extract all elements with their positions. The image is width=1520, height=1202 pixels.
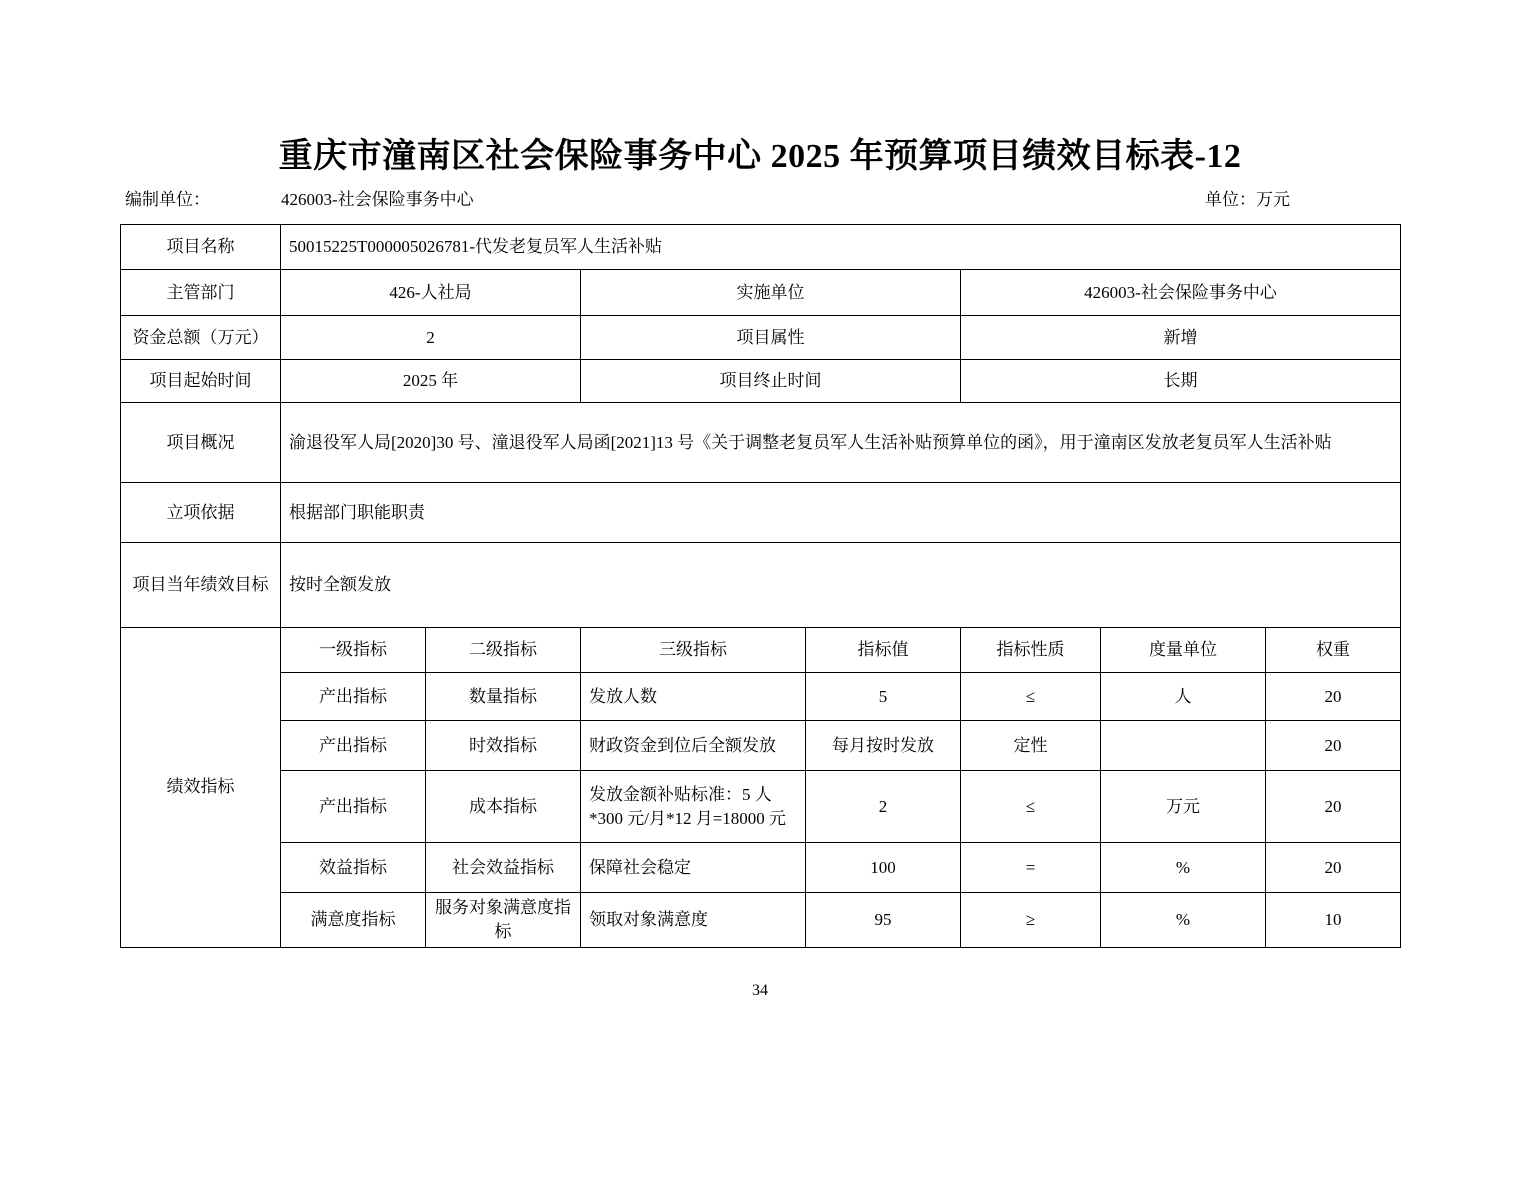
indicator-nature-cell: ≤ <box>961 673 1101 721</box>
indicator-weight-cell: 20 <box>1266 673 1401 721</box>
meta-row <box>120 185 1400 210</box>
indicator-value-cell: 每月按时发放 <box>806 721 961 771</box>
indicator-level1-cell: 产出指标 <box>281 771 426 843</box>
indicator-level1-cell: 产出指标 <box>281 721 426 771</box>
indicator-unit-cell: 人 <box>1101 673 1266 721</box>
indicator-level1-cell: 效益指标 <box>281 843 426 893</box>
indicator-level3-cell: 领取对象满意度 <box>581 893 806 948</box>
project-basis-value: 根据部门职能职责 <box>281 483 1401 543</box>
indicator-level2-cell: 成本指标 <box>426 771 581 843</box>
end-time-value: 长期 <box>961 360 1401 403</box>
header-weight: 权重 <box>1266 628 1401 673</box>
document-page <box>0 128 1520 1000</box>
indicator-level3-cell: 发放人数 <box>581 673 806 721</box>
annual-goal-label: 项目当年绩效目标 <box>121 543 281 628</box>
indicator-level3-cell: 发放金额补贴标准：5 人*300 元/月*12 月=18000 元 <box>581 771 806 843</box>
page-title: 重庆市潼南区社会保险事务中心 2025 年预算项目绩效目标表-12 <box>278 138 1242 175</box>
project-name-value: 50015225T000005026781-代发老复员军人生活补贴 <box>281 225 1401 270</box>
indicator-value-cell: 100 <box>806 843 961 893</box>
project-basis-label: 立项依据 <box>121 483 281 543</box>
indicator-weight-cell: 20 <box>1266 843 1401 893</box>
project-attribute-value: 新增 <box>961 316 1401 360</box>
annual-goal-value: 按时全额发放 <box>281 543 1401 628</box>
table-row <box>121 483 1401 543</box>
start-time-value: 2025 年 <box>281 360 581 403</box>
header-level1: 一级指标 <box>281 628 426 673</box>
indicator-nature-cell: 定性 <box>961 721 1101 771</box>
performance-indicators-label: 绩效指标 <box>121 628 281 948</box>
project-overview-label: 项目概况 <box>121 403 281 483</box>
page-number: 34 <box>752 981 768 999</box>
total-funds-label: 资金总额（万元） <box>121 316 281 360</box>
indicator-level2-cell: 数量指标 <box>426 673 581 721</box>
indicator-level1-cell: 产出指标 <box>281 673 426 721</box>
performance-target-table <box>120 224 1401 948</box>
indicator-nature-cell: = <box>961 843 1101 893</box>
table-row <box>121 316 1401 360</box>
indicator-level2-cell: 时效指标 <box>426 721 581 771</box>
prepared-by-label: 编制单位： <box>125 190 210 209</box>
indicator-unit-cell: 万元 <box>1101 771 1266 843</box>
indicator-row <box>121 721 1401 771</box>
indicator-nature-cell: ≤ <box>961 771 1101 843</box>
indicator-value-cell: 5 <box>806 673 961 721</box>
indicator-unit-cell: % <box>1101 843 1266 893</box>
header-indicator-value: 指标值 <box>806 628 961 673</box>
indicator-row <box>121 771 1401 843</box>
indicator-header-row <box>121 628 1401 673</box>
table-row <box>121 543 1401 628</box>
table-row <box>121 403 1401 483</box>
total-funds-value: 2 <box>281 316 581 360</box>
indicator-level3-cell: 财政资金到位后全额发放 <box>581 721 806 771</box>
table-row <box>121 225 1401 270</box>
supervising-department-label: 主管部门 <box>121 270 281 316</box>
indicator-level3-cell: 保障社会稳定 <box>581 843 806 893</box>
indicator-unit-cell <box>1101 721 1266 771</box>
project-overview-value: 渝退役军人局[2020]30 号、潼退役军人局函[2021]13 号《关于调整老复员军人生活补贴预算单位的函》，用于潼南区发放老复员军人生活补贴 <box>281 403 1401 483</box>
prepared-by <box>120 185 474 210</box>
implementing-unit-label: 实施单位 <box>581 270 961 316</box>
indicator-row <box>121 843 1401 893</box>
table-row <box>121 270 1401 316</box>
indicator-nature-cell: ≥ <box>961 893 1101 948</box>
project-attribute-label: 项目属性 <box>581 316 961 360</box>
start-time-label: 项目起始时间 <box>121 360 281 403</box>
indicator-weight-cell: 20 <box>1266 771 1401 843</box>
end-time-label: 项目终止时间 <box>581 360 961 403</box>
indicator-weight-cell: 20 <box>1266 721 1401 771</box>
indicator-value-cell: 95 <box>806 893 961 948</box>
indicator-level2-cell: 服务对象满意度指标 <box>426 893 581 948</box>
unit-label: 单位：万元 <box>1205 190 1290 209</box>
header-level2: 二级指标 <box>426 628 581 673</box>
indicator-level1-cell: 满意度指标 <box>281 893 426 948</box>
indicator-value-cell: 2 <box>806 771 961 843</box>
indicator-weight-cell: 10 <box>1266 893 1401 948</box>
indicator-row <box>121 673 1401 721</box>
supervising-department-value: 426-人社局 <box>281 270 581 316</box>
indicator-unit-cell: % <box>1101 893 1266 948</box>
prepared-by-value: 426003-社会保险事务中心 <box>281 190 474 209</box>
header-level3: 三级指标 <box>581 628 806 673</box>
indicator-level2-cell: 社会效益指标 <box>426 843 581 893</box>
project-name-label: 项目名称 <box>121 225 281 270</box>
table-row <box>121 360 1401 403</box>
header-indicator-nature: 指标性质 <box>961 628 1101 673</box>
indicator-row <box>121 893 1401 948</box>
implementing-unit-value: 426003-社会保险事务中心 <box>961 270 1401 316</box>
header-measure-unit: 度量单位 <box>1101 628 1266 673</box>
